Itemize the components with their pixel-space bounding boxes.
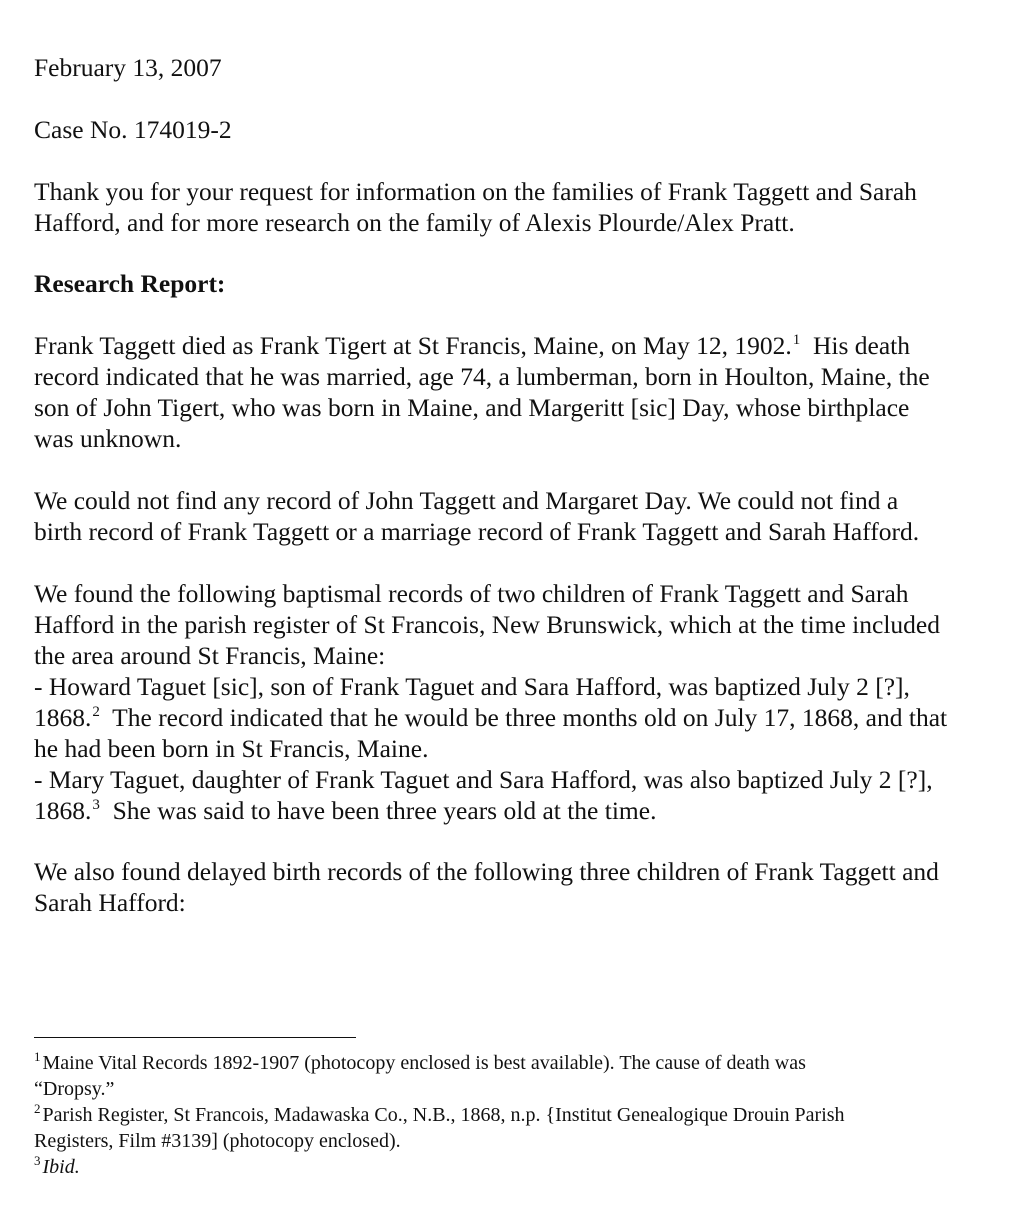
paragraph-line: Sarah Hafford: (34, 888, 186, 917)
paragraph-line: We also found delayed birth records of the following three children of Frank Taggett and (34, 857, 939, 886)
footnote-2-cont: Registers, Film #3139] (photocopy enclosed). (34, 1130, 401, 1152)
footnote-1-cont: “Dropsy.” (34, 1078, 115, 1100)
footnote-ref: 2 (92, 704, 100, 720)
footnote-ref: 1 (792, 332, 801, 348)
paragraph-line: he had been born in St Francis, Maine. (34, 734, 429, 763)
paragraph-line: We found the following baptismal records of two children of Frank Taggett and Sarah (34, 579, 909, 608)
paragraph-line: 1868.$^3$ She was said to have been three years old at the time. (34, 796, 657, 825)
footnote-3: $^3$ Ibid. (34, 1153, 80, 1178)
paragraph-line: record indicated that he was married, age 74, a lumberman, born in Houlton, Maine, the (34, 362, 930, 391)
paragraph-line: We could not find any record of John Taggett and Margaret Day. We could not find a (34, 486, 899, 515)
intro-line: Hafford, and for more research on the family of Alexis Plourde/Alex Pratt. (34, 208, 795, 237)
paragraph-line: Frank Taggett died as Frank Tigert at St Francis, Maine, on May 12, 1902.$^1$ His death (34, 331, 910, 360)
footnote-1: $^1$ Maine Vital Records 1892-1907 (photocopy enclosed is best available). The cause of death was (34, 1049, 806, 1074)
paragraph-line: - Howard Taguet [sic], son of Frank Taguet and Sara Hafford, was baptized July 2 [?], (34, 672, 910, 701)
paragraph-line: 1868.$^2$ The record indicated that he would be three months old on July 17, 1868, and that (34, 703, 948, 732)
paragraph-line: the area around St Francis, Maine: (34, 641, 386, 670)
case-number: Case No. 174019-2 (34, 115, 232, 144)
paragraph-line: son of John Tigert, who was born in Maine, and Margeritt [sic] Day, whose birthplace (34, 393, 910, 422)
paragraph-line: birth record of Frank Taggett or a marriage record of Frank Taggett and Sarah Hafford. (34, 517, 920, 546)
intro-line: Thank you for your request for information on the families of Frank Taggett and Sarah (34, 177, 917, 206)
letter-date: February 13, 2007 (34, 53, 222, 82)
footnote-divider (34, 1037, 356, 1038)
footnote-ref: 3 (92, 797, 100, 813)
section-heading: Research Report: (34, 269, 226, 298)
paragraph-line: - Mary Taguet, daughter of Frank Taguet and Sara Hafford, was also baptized July 2 [?], (34, 765, 933, 794)
paragraph-line: was unknown. (34, 424, 182, 453)
paragraph-line: Hafford in the parish register of St Francois, New Brunswick, which at the time included (34, 610, 940, 639)
footnote-2: $^2$ Parish Register, St Francois, Madawaska Co., N.B., 1868, n.p. {Institut Genealogique Drouin Parish (34, 1101, 845, 1126)
